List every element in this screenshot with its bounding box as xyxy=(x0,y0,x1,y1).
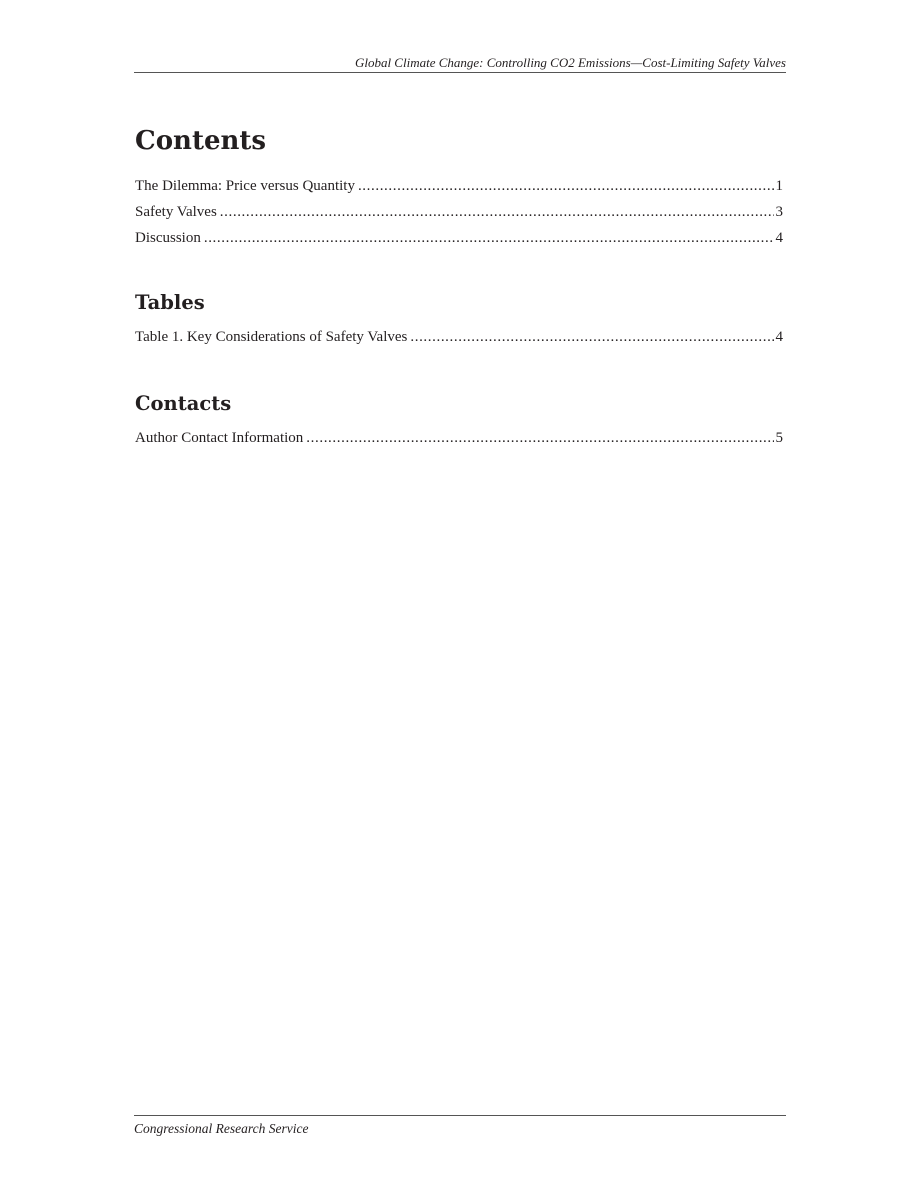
toc-entry-page: 5 xyxy=(775,430,783,446)
toc-entry-page: 4 xyxy=(775,230,783,246)
dot-leader xyxy=(358,173,774,199)
toc-entry-page: 1 xyxy=(775,178,783,194)
toc-entry-title: The Dilemma: Price versus Quantity xyxy=(135,178,355,194)
toc-entry-safety-valves[interactable] xyxy=(135,199,783,225)
toc-entry-title: Author Contact Information xyxy=(135,430,304,446)
toc-entry-dilemma[interactable] xyxy=(135,173,783,199)
dot-leader xyxy=(220,199,774,225)
dot-leader xyxy=(410,324,773,350)
toc-entry-title: Discussion xyxy=(135,230,201,246)
contacts-list xyxy=(135,425,783,451)
toc-entry-page: 3 xyxy=(775,204,783,220)
tables-heading: Tables xyxy=(135,291,205,314)
dot-leader xyxy=(306,425,773,451)
toc-entry-title: Safety Valves xyxy=(135,204,217,220)
toc-entry-title: Table 1. Key Considerations of Safety Valves xyxy=(135,329,408,345)
toc-entry-table-1[interactable] xyxy=(135,324,783,350)
toc-entry-author-contact[interactable] xyxy=(135,425,783,451)
dot-leader xyxy=(204,225,774,251)
contents-heading: Contents xyxy=(135,126,267,156)
toc-entry-discussion[interactable] xyxy=(135,225,783,251)
running-footer: Congressional Research Service xyxy=(134,1115,786,1139)
tables-list xyxy=(135,324,783,350)
contents-list xyxy=(135,173,783,251)
toc-entry-page: 4 xyxy=(775,329,783,345)
running-header: Global Climate Change: Controlling CO2 Emissions—Cost-Limiting Safety Valves xyxy=(134,54,786,73)
contacts-heading: Contacts xyxy=(135,392,232,415)
